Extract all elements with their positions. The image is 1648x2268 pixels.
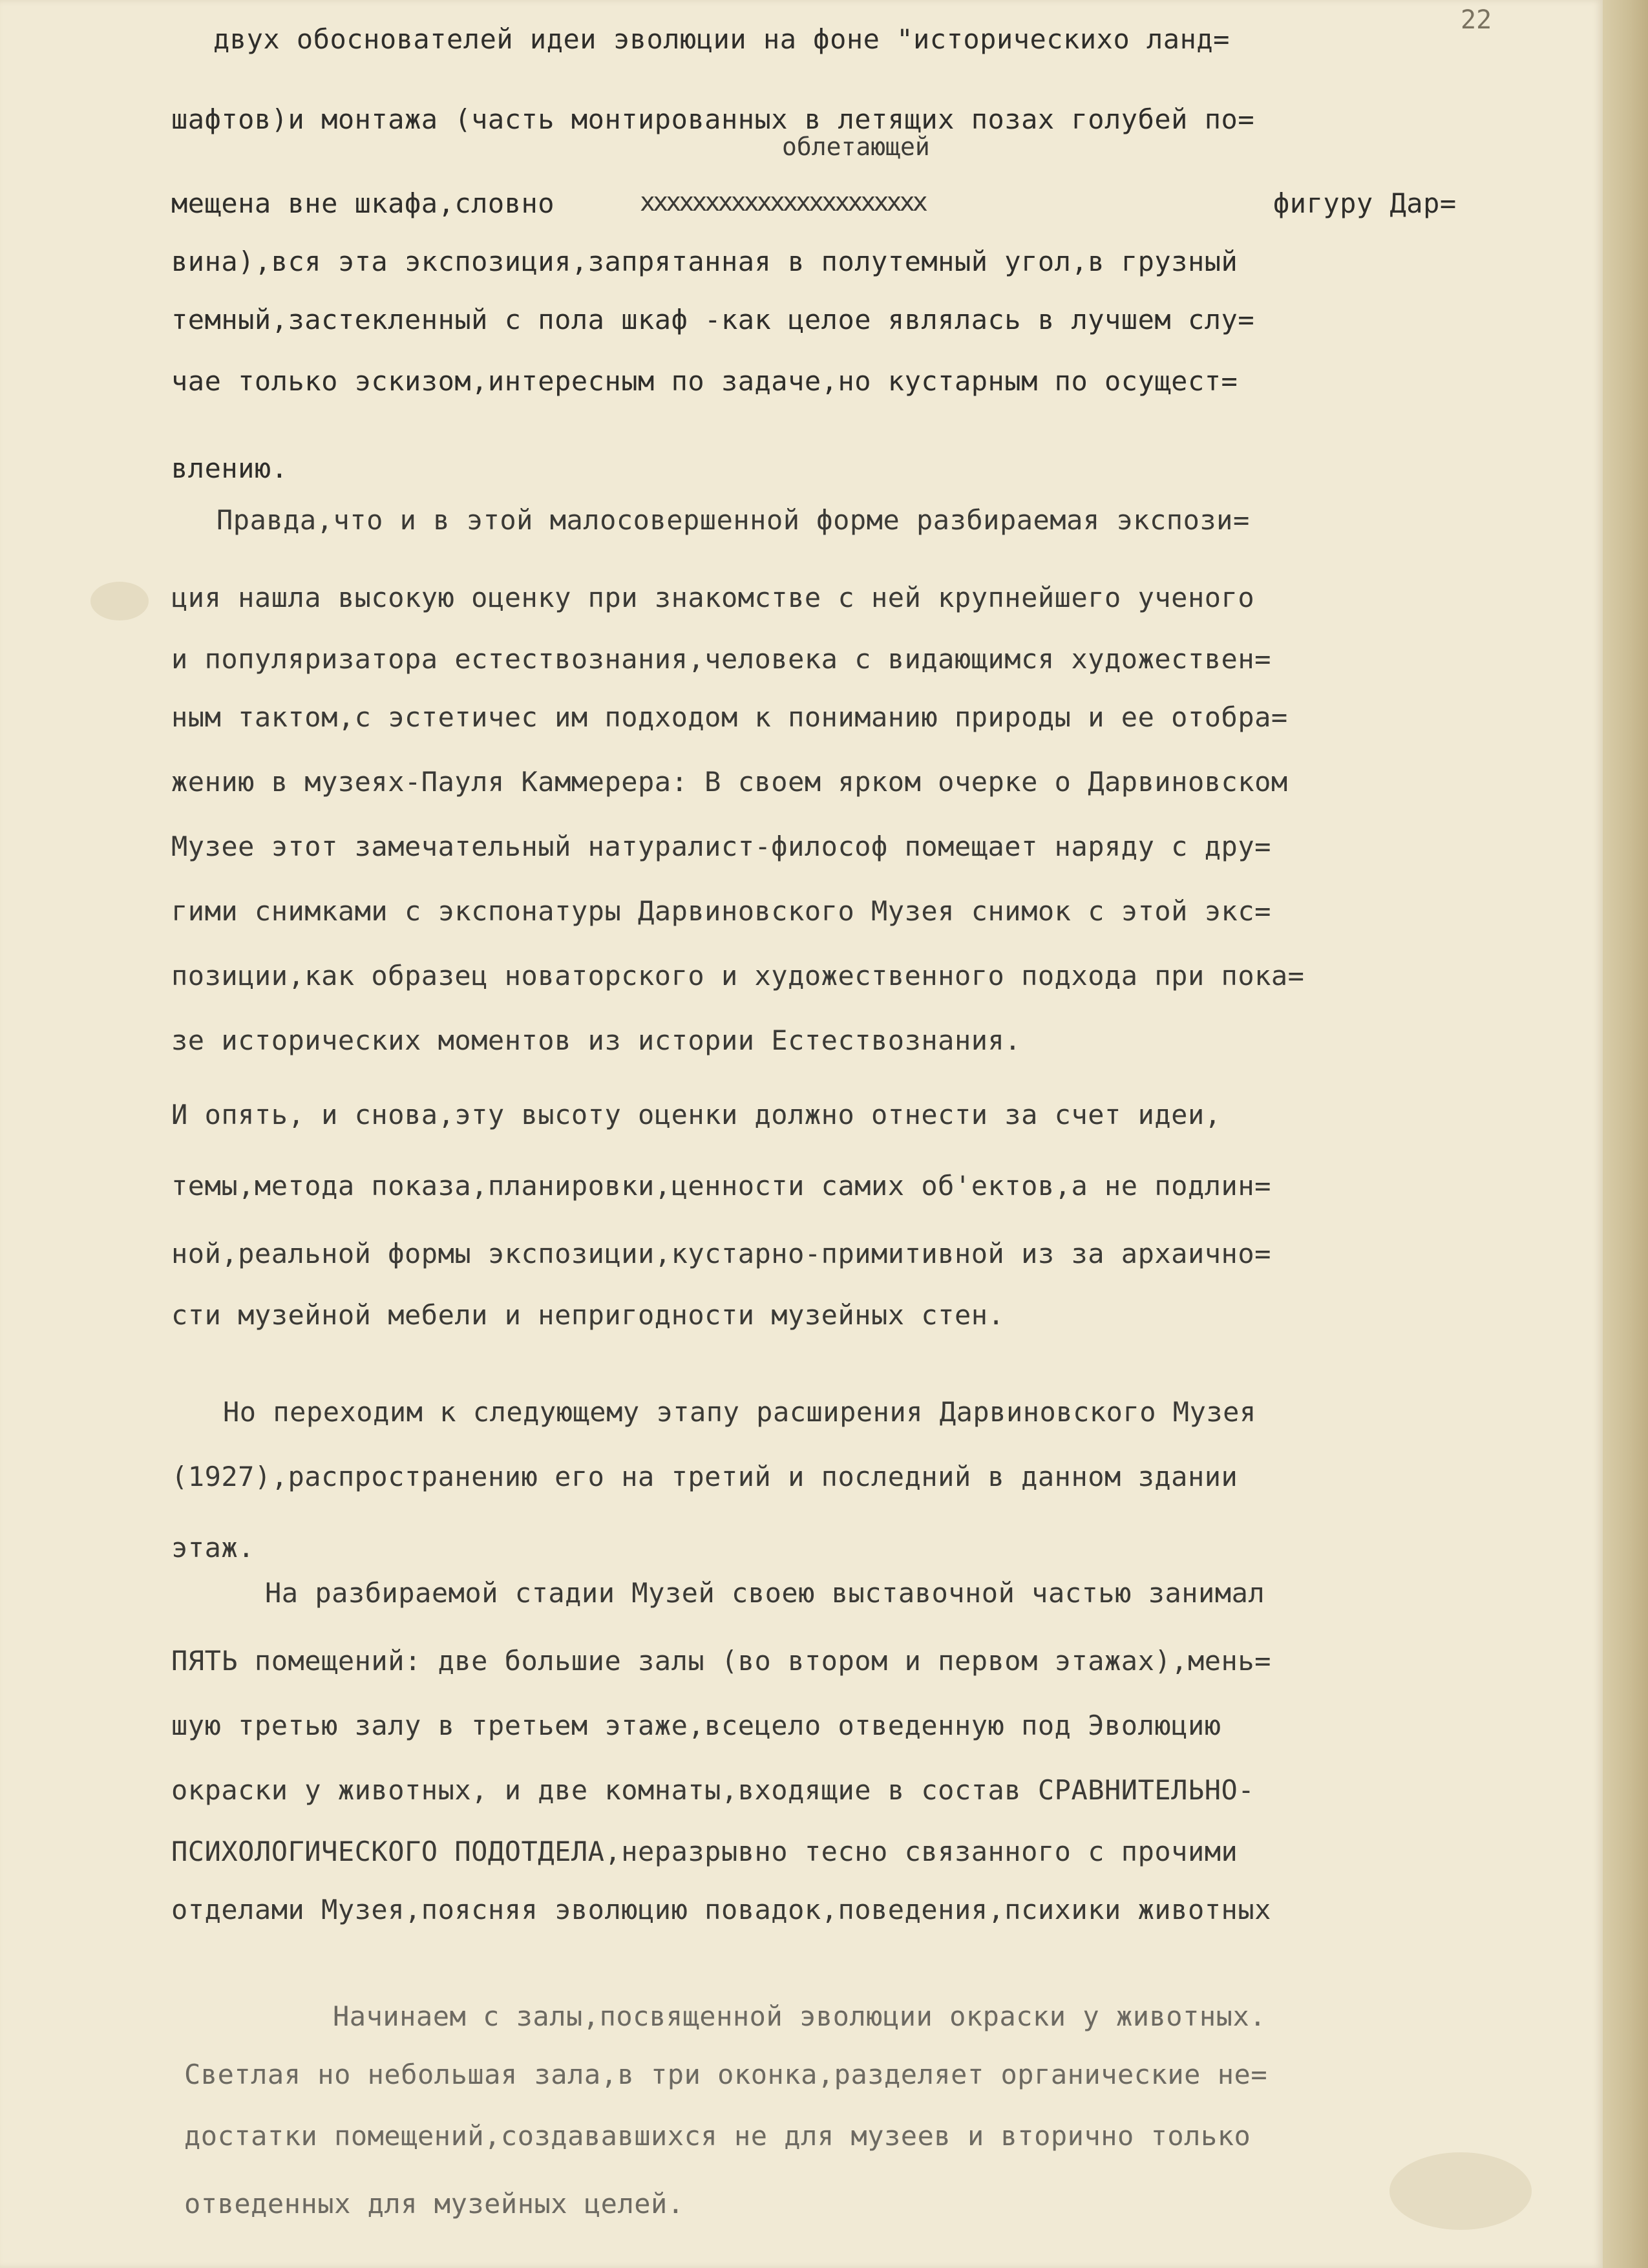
page-number: 22 xyxy=(1461,5,1492,35)
text-line: фигуру Дар= xyxy=(1273,187,1457,219)
text-line: ным тактом,с эстетичес им подходом к пониманию природы и ее отобра= xyxy=(171,701,1288,733)
text-line: ПЯТЬ помещений: две большие залы (во втором и первом этажах),мень= xyxy=(171,1645,1271,1677)
text-line: и популяризатора естествознания,человека с видающимся художествен= xyxy=(171,643,1271,675)
text-line: мещена вне шкафа,словно xyxy=(171,187,555,219)
text-line: зе исторических моментов из истории Естествознания. xyxy=(171,1024,1022,1056)
text-line: Но переходим к следующему этапу расширения Дарвиновского Музея xyxy=(223,1396,1256,1428)
text-line: темный,застекленный с пола шкаф -как целое являлась в лучшем слу= xyxy=(171,304,1255,335)
text-line: шафтов)и монтажа (часть монтированных в летящих позах голубей по= xyxy=(171,103,1255,135)
interlinear-insert: облетающей xyxy=(782,132,930,161)
text-line: На разбираемой стадии Музей своею выставочной частью занимал xyxy=(265,1577,1265,1609)
text-line: достатки помещений,создававшихся не для музеев и вторично только xyxy=(184,2120,1251,2152)
text-line: жению в музеях-Пауля Каммерера: В своем ярком очерке о Дарвиновском xyxy=(171,766,1288,798)
text-line: отделами Музея,поясняя эволюцию повадок,поведения,психики животных xyxy=(171,1894,1271,1925)
paper-stain xyxy=(1389,2152,1532,2230)
text-line: Светлая но небольшая зала,в три оконка,разделяет органические не= xyxy=(184,2059,1268,2090)
text-line: гими снимками с экспонатуры Дарвиновского Музея снимок с этой экс= xyxy=(171,895,1271,927)
text-line: отведенных для музейных целей. xyxy=(184,2188,684,2220)
text-line: шую третью залу в третьем этаже,всецело отведенную под Эволюцию xyxy=(171,1710,1221,1741)
text-line: чае только эскизом,интересным по задаче,но кустарным по осущест= xyxy=(171,365,1238,397)
text-line: ной,реальной формы экспозиции,кустарно-примитивной из за архаично= xyxy=(171,1238,1271,1269)
paper-stain xyxy=(90,582,149,620)
text-line: Начинаем с залы,посвященной эволюции окраски у животных. xyxy=(333,2000,1267,2032)
text-line: ция нашла высокую оценку при знакомстве с ней крупнейшего ученого xyxy=(171,582,1255,613)
text-line: позиции,как образец новаторского и художественного подхода при пока= xyxy=(171,960,1305,991)
text-line: (1927),распространению его на третий и последний в данном здании xyxy=(171,1461,1238,1492)
text-line: влению. xyxy=(171,452,288,484)
text-line: Правда,что и в этой малосовершенной форме разбираемая экспози= xyxy=(217,504,1250,536)
text-line: темы,метода показа,планировки,ценности самих об'ектов,а не подлин= xyxy=(171,1170,1271,1202)
text-line: ПСИХОЛОГИЧЕСКОГО ПОДОТДЕЛА,неразрывно тесно связанного с прочими xyxy=(171,1836,1238,1867)
text-line: окраски у животных, и две комнаты,входящие в состав СРАВНИТЕЛЬНО- xyxy=(171,1774,1255,1806)
text-line: И опять, и снова,эту высоту оценки должно отнести за счет идеи, xyxy=(171,1099,1221,1130)
text-line: сти музейной мебели и непригодности музейных стен. xyxy=(171,1299,1005,1331)
text-line: этаж. xyxy=(171,1532,255,1563)
text-line: Музее этот замечательный натуралист-философ помещает наряду с дру= xyxy=(171,831,1271,862)
struck-out-text: хххххххххххххххххххххх xyxy=(640,187,925,217)
paper-edge xyxy=(1603,0,1648,2268)
text-line: двух обоснователей идеи эволюции на фоне "историческихо ланд= xyxy=(213,23,1230,55)
text-line: вина),вся эта экспозиция,запрятанная в полутемный угол,в грузный xyxy=(171,246,1238,277)
